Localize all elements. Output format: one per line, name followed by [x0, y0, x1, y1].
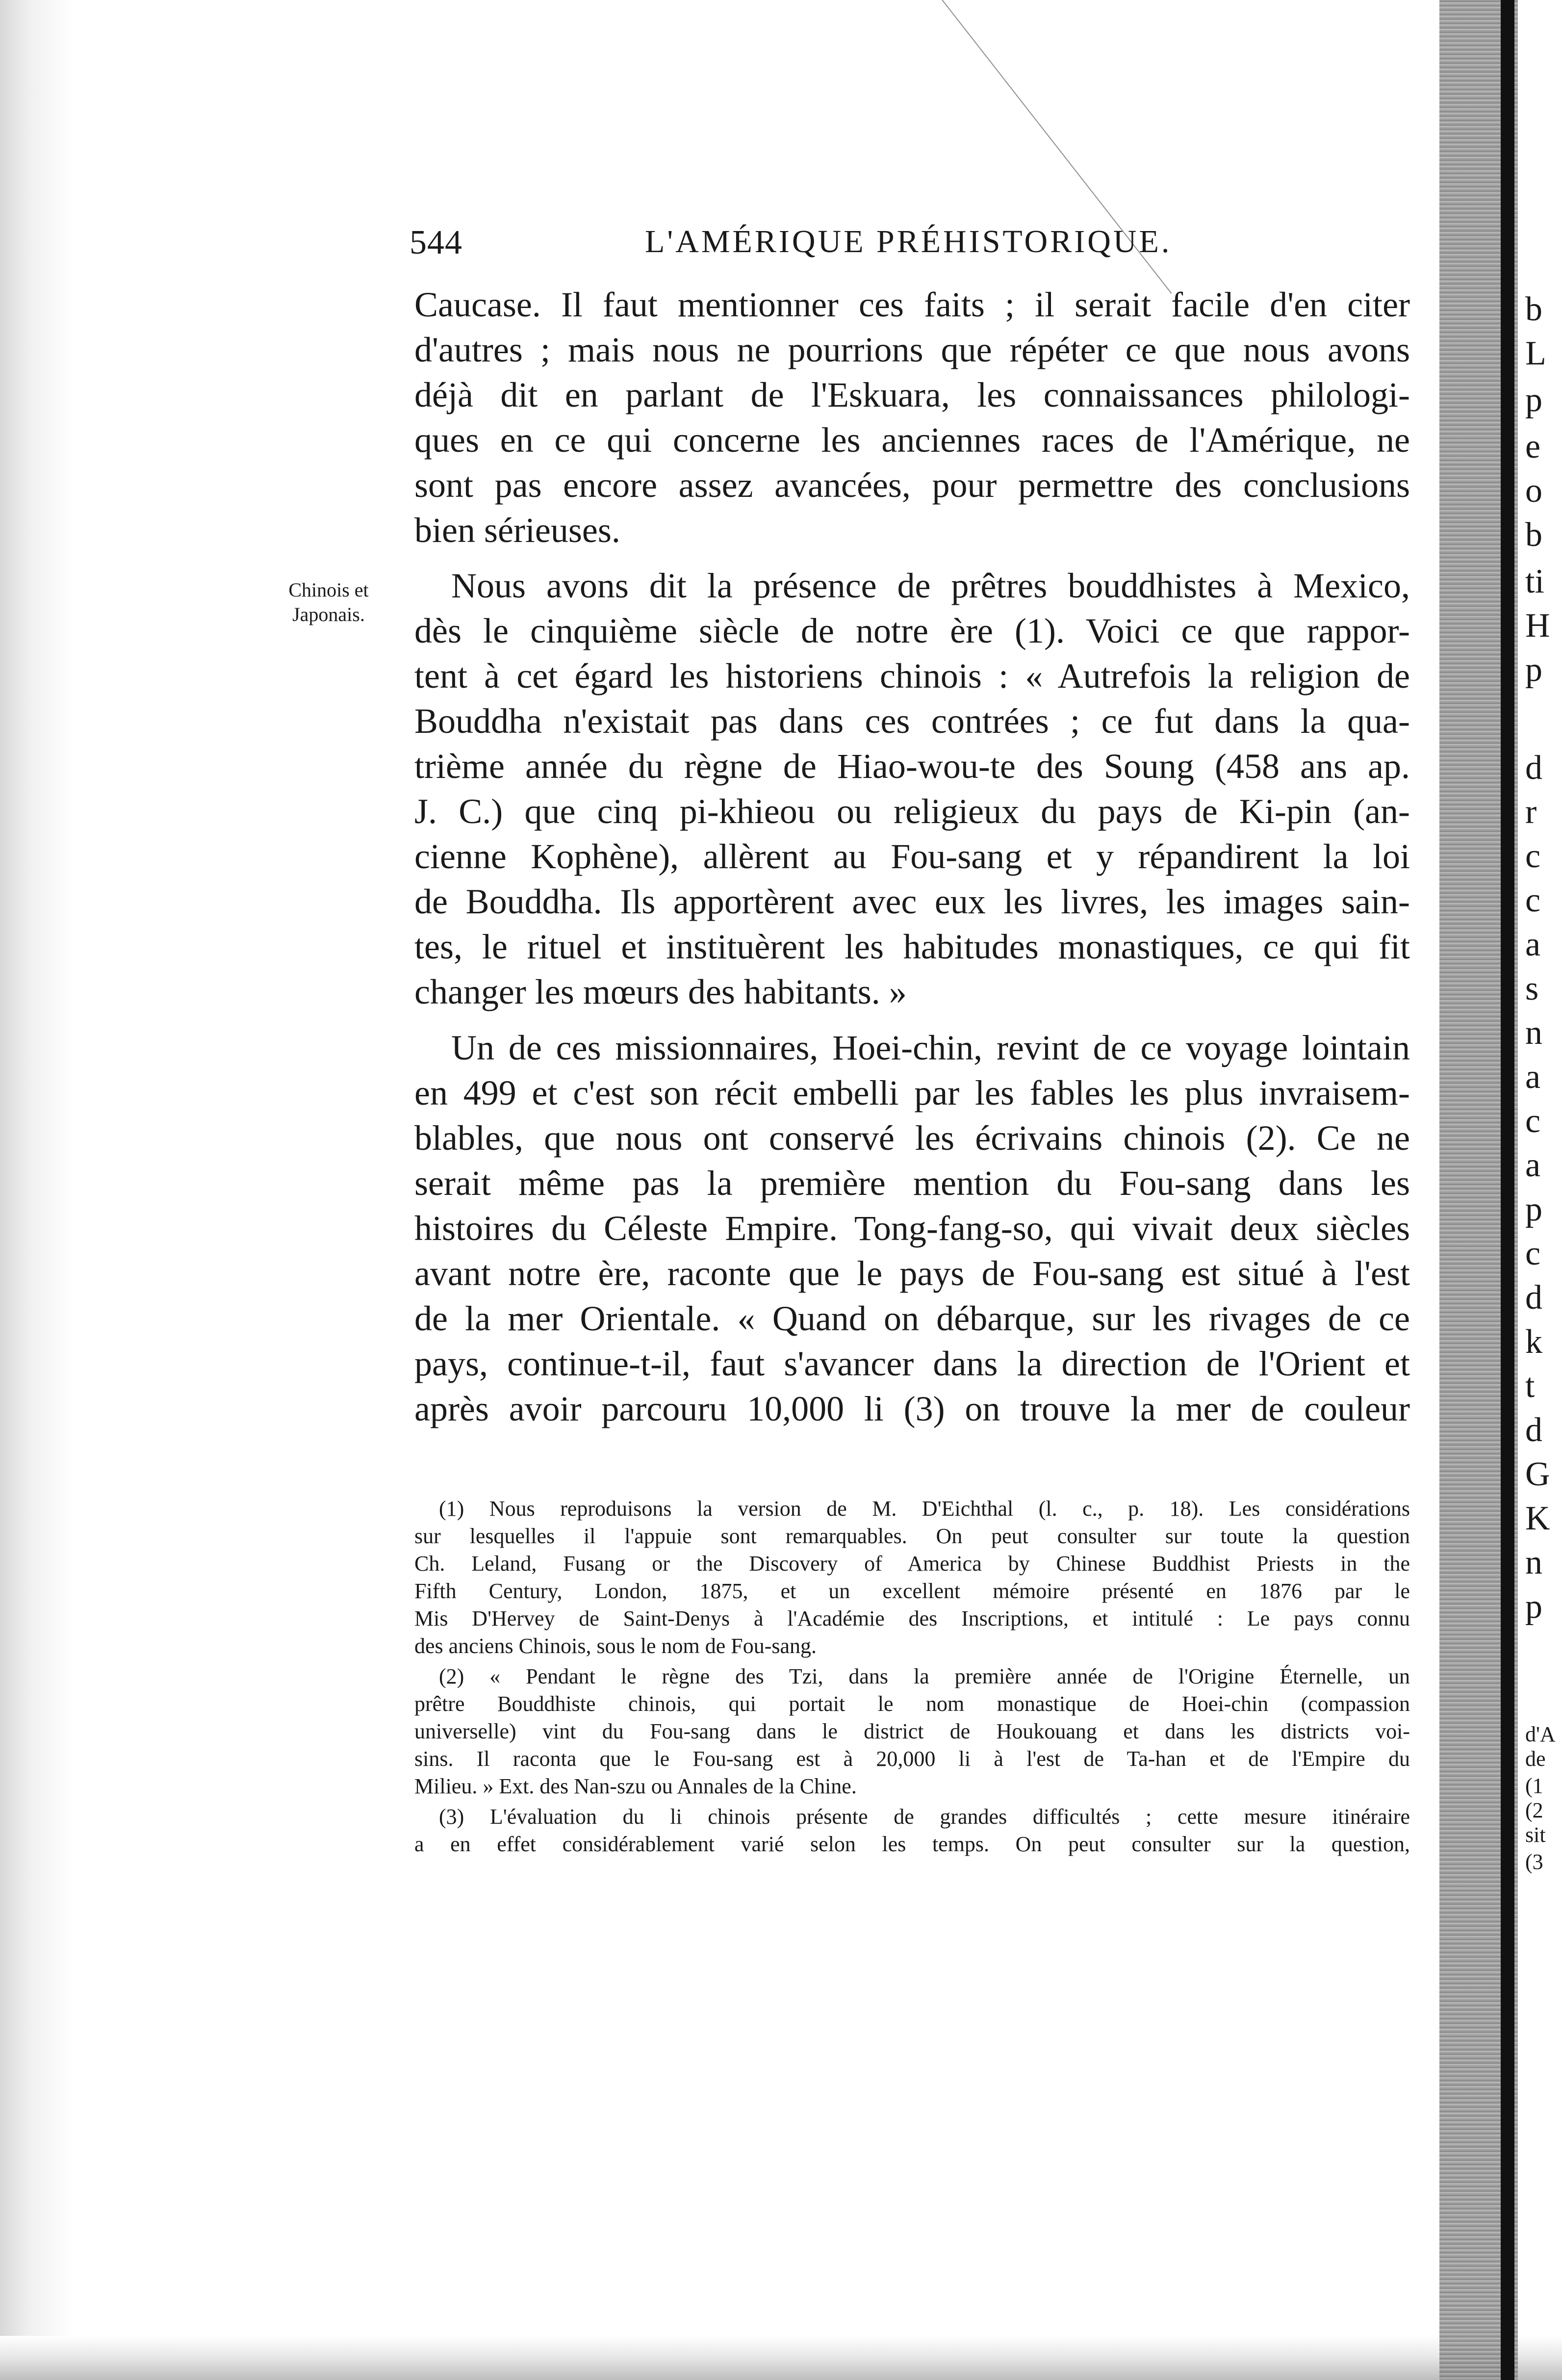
bleed-fragment: r [1525, 793, 1537, 831]
bleed-fragment: p [1525, 381, 1542, 419]
margin-note: Chinois et Japonais. [288, 579, 369, 625]
body-line: de Bouddha. Ils apportèrent avec eux les livres, les images sain- [414, 882, 1410, 921]
body-line: tes, le rituel et instituèrent les habitudes monastiques, ce qui fit [414, 927, 1410, 966]
body-line: déjà dit en parlant de l'Eskuara, les connaissances philologi- [414, 375, 1410, 414]
bleed-fragment: d [1525, 1411, 1542, 1449]
bleed-fragment: sit [1525, 1823, 1546, 1847]
bleed-fragment: H [1525, 607, 1550, 645]
bleed-fragment: a [1525, 926, 1541, 963]
body-line: serait même pas la première mention du Fou-sang dans les [414, 1164, 1410, 1203]
footnote-line: Mis D'Hervey de Saint-Denys à l'Académie des Inscriptions, et intitulé : Le pays connu [414, 1606, 1410, 1630]
bleed-fragment: (2 [1525, 1798, 1543, 1822]
body-line: de la mer Orientale. « Quand on débarque, sur les rivages de ce [414, 1299, 1410, 1338]
scan-left-edge [0, 0, 74, 2380]
body-line: Caucase. Il faut mentionner ces faits ; il serait facile d'en citer [414, 285, 1410, 324]
body-line: Un de ces missionnaires, Hoei-chin, revint de ce voyage lointain [451, 1028, 1410, 1067]
bleed-fragment: p [1525, 1588, 1542, 1626]
footnote-line: Milieu. » Ext. des Nan-szu ou Annales de la Chine. [414, 1774, 857, 1798]
footnote-line: (2) « Pendant le règne des Tzi, dans la première année de l'Origine Éternelle, un [439, 1664, 1410, 1688]
bleed-fragment: d [1525, 1279, 1542, 1317]
body-line: tent à cet égard les historiens chinois : « Autrefois la religion de [414, 656, 1410, 696]
bleed-fragment: c [1525, 1102, 1541, 1140]
footnote-line: prêtre Bouddhiste chinois, qui portait le nom monastique de Hoei-chin (compassion [414, 1692, 1410, 1716]
bleed-fragment: s [1525, 970, 1539, 1008]
body-line: trième année du règne de Hiao-wou-te des Soung (458 ans ap. [414, 747, 1410, 786]
bleed-fragment: de [1525, 1747, 1546, 1771]
body-line: pays, continue-t-il, faut s'avancer dans la direction de l'Orient et [414, 1344, 1410, 1383]
body-line: ques en ce qui concerne les anciennes races de l'Amérique, ne [414, 420, 1410, 460]
body-line: avant notre ère, raconte que le pays de Fou-sang est situé à l'est [414, 1254, 1410, 1293]
bleed-fragment: p [1525, 651, 1542, 689]
bleed-fragment: c [1525, 1235, 1541, 1272]
bleed-fragment: b [1525, 290, 1542, 328]
footnote-line: universelle) vint du Fou-sang dans le district de Houkouang et dans les districts voi- [414, 1719, 1410, 1743]
footnote-line: sur lesquelles il l'appuie sont remarquables. On peut consulter sur toute la question [414, 1524, 1410, 1548]
body-line: J. C.) que cinq pi-khieou ou religieux du pays de Ki-pin (an- [414, 792, 1410, 831]
scan-bottom-edge [0, 2336, 1562, 2380]
body-line: en 499 et c'est son récit embelli par les fables les plus invraisem- [414, 1073, 1410, 1112]
footnote-line: (1) Nous reproduisons la version de M. D'Eichthal (l. c., p. 18). Les considérations [439, 1497, 1410, 1521]
bleed-fragment: k [1525, 1323, 1542, 1361]
bleed-fragment: p [1525, 1190, 1542, 1228]
body-line: Nous avons dit la présence de prêtres bouddhistes à Mexico, [451, 566, 1410, 605]
body-line: blables, que nous ont conservé les écrivains chinois (2). Ce ne [414, 1118, 1410, 1158]
footnote-line: Ch. Leland, Fusang or the Discovery of America by Chinese Buddhist Priests in the [414, 1552, 1410, 1576]
bleed-fragment: ti [1525, 563, 1544, 600]
bleed-fragment: L [1525, 335, 1546, 372]
bleed-fragment: e [1525, 428, 1541, 466]
bleed-fragment: a [1525, 1058, 1541, 1096]
running-title: L'AMÉRIQUE PRÉHISTORIQUE. [645, 224, 1172, 259]
bleed-fragment: d [1525, 749, 1542, 787]
page-number: 544 [410, 224, 462, 261]
bleed-fragment: n [1525, 1014, 1542, 1052]
body-line: sont pas encore assez avancées, pour permettre des conclusions [414, 466, 1410, 505]
footnote-line: (3) L'évaluation du li chinois présente de grandes difficultés ; cette mesure itinéraire [439, 1805, 1410, 1829]
body-line: dès le cinquième siècle de notre ère (1). Voici ce que rappor- [414, 611, 1410, 650]
body-line: bien sérieuses. [414, 511, 620, 550]
bleed-fragment: G [1525, 1455, 1550, 1493]
body-line: Bouddha n'existait pas dans ces contrées ; ce fut dans la qua- [414, 701, 1410, 741]
bleed-fragment: (3 [1525, 1850, 1543, 1874]
bleed-fragment: n [1525, 1544, 1542, 1581]
body-line: après avoir parcouru 10,000 li (3) on trouve la mer de couleur [414, 1389, 1410, 1428]
bleed-fragment: K [1525, 1500, 1550, 1537]
footnote-line: des anciens Chinois, sous le nom de Fou-sang. [414, 1634, 817, 1658]
body-line: d'autres ; mais nous ne pourrions que répéter ce que nous avons [414, 330, 1410, 369]
footnote-line: sins. Il raconta que le Fou-sang est à 20,000 li à l'est de Ta-han et de l'Empire du [414, 1747, 1410, 1771]
body-line: cienne Kophène), allèrent au Fou-sang et y répandirent la loi [414, 837, 1410, 876]
bleed-fragment: t [1525, 1367, 1535, 1405]
bleed-fragment: d'A [1525, 1722, 1556, 1746]
bleed-fragment: a [1525, 1146, 1541, 1184]
footnote-line: Fifth Century, London, 1875, et un excellent mémoire présenté en 1876 par le [414, 1579, 1410, 1603]
bleed-fragment: c [1525, 837, 1541, 875]
bleed-fragment: o [1525, 472, 1542, 510]
bleed-fragment: (1 [1525, 1774, 1543, 1798]
bleed-fragment: c [1525, 881, 1541, 919]
body-line: histoires du Céleste Empire. Tong-fang-so, qui vivait deux siècles [414, 1209, 1410, 1248]
body-line: changer les mœurs des habitants. » [414, 972, 907, 1011]
bleed-fragment: b [1525, 516, 1542, 554]
book-gutter-fold [1501, 0, 1514, 2380]
footnote-line: a en effet considérablement varié selon les temps. On peut consulter sur la question, [414, 1832, 1410, 1856]
